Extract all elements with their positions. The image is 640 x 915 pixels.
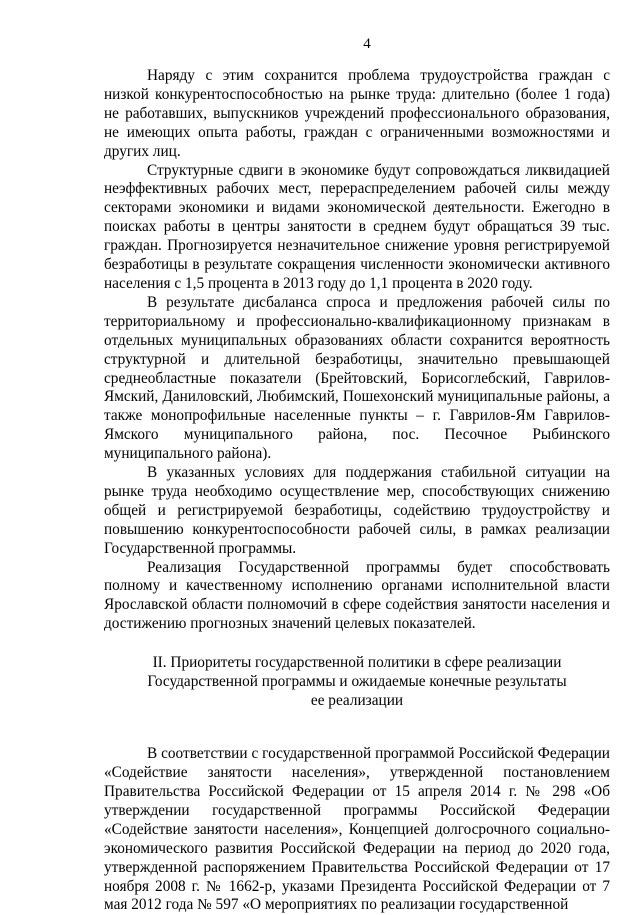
section-heading-line: ее реализации xyxy=(310,692,404,710)
section-heading-line: Государственной программы и ожидаемые конечные результаты xyxy=(147,673,567,691)
section-heading-line: II. Приоритеты государственной политики в сфере реализации xyxy=(152,654,562,672)
paragraph-stabilization-measures: В указанных условиях для поддержания стабильной ситуации на рынке труда необходимо осуществление мер, способствующих снижению общей и регистрируемой безработицы, содействию трудоустройству и повышению конкурентоспособности рабочей силы, в рамках реализации Государственной программы. xyxy=(104,464,610,557)
paragraph-program-implementation: Реализация Государственной программы будет способствовать полному и качественному исполнению органами исполнительной власти Ярославской области полномочий в сфере содействия занятости населения и достижению прогнозных значений целевых показателей. xyxy=(104,558,610,633)
paragraph-legal-basis: В соответствии с государственной программой Российской Федерации «Содействие занятости населения», утвержденной постановлением Правительства Российской Федерации от 15 апреля 2014 г. № 298 «Об утверждении государственной программы Российской Федерации «Содействие занятости населения», Концепцией долгосрочного социально-экономического развития Российской Федерации на период до 2020 года, утвержденной распоряжением Правительства Российской Федерации от 17 ноября 2008 г. № 1662-р, указами Президента Российской Федерации от 7 мая 2012 года № 597 «О мероприятиях по реализации государственной xyxy=(104,745,610,914)
section-heading xyxy=(104,653,610,710)
page-number: 4 xyxy=(363,36,371,52)
paragraph-labor-imbalance: В результате дисбаланса спроса и предложения рабочей силы по территориальному и профессионально-квалификационному признакам в отдельных муниципальных образованиях области сохранится вероятность структурной и длительной безработицы, значительно превышающей среднеобластные показатели (Брейтовский, Борисоглебский, Гаврилов-Ямский, Даниловский, Любимский, Пошехонский муниципальные районы, а также монопрофильные населенные пункты – г. Гаврилов-Ям Гаврилов-Ямского муниципального района, пос. Песочное Рыбинского муниципального района). xyxy=(104,293,610,463)
paragraph-unemployment-low-competitiveness: Наряду с этим сохранится проблема трудоустройства граждан с низкой конкурентоспособностью на рынке труда: длительно (более 1 года) не работавших, выпускников учреждений профессионального образования, не имеющих опыта работы, граждан с ограниченными возможностями и других лиц. xyxy=(104,67,610,160)
paragraph-structural-shifts: Структурные сдвиги в экономике будут сопровождаться ликвидацией неэффективных рабочих мест, перераспределением рабочей силы между секторами экономики и видами экономической деятельности. Ежегодно в поисках работы в центры занятости в среднем будут обращаться 39 тыс. граждан. Прогнозируется незначительное снижение уровня регистрируемой безработицы в результате сокращения численности экономически активного населения с 1,5 процента в 2013 году до 1,1 процента в 2020 году. xyxy=(104,161,610,292)
